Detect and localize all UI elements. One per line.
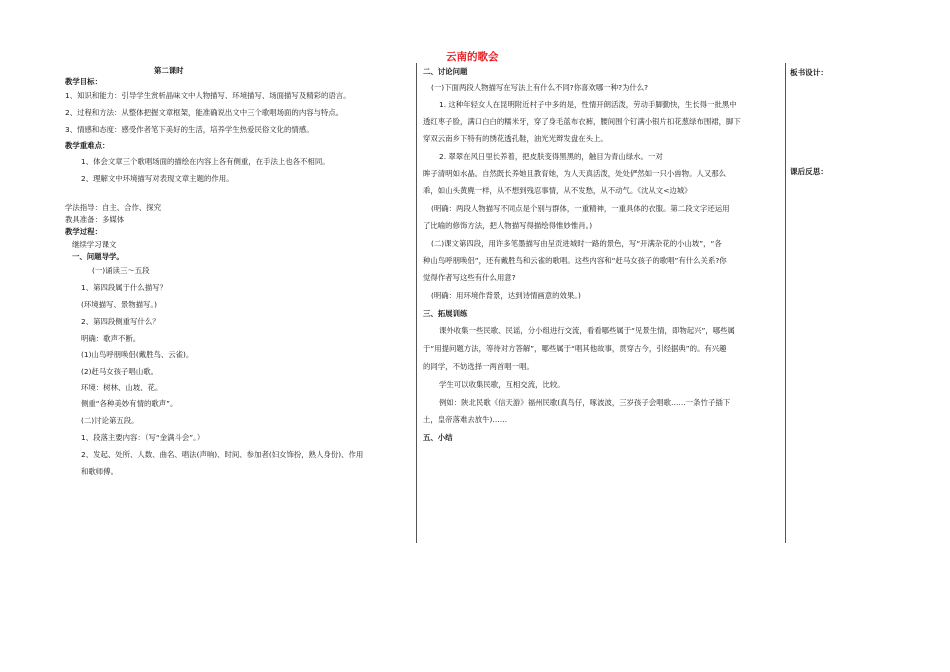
extension-line: 于“用提问题方法，等待对方答解”，哪些属于“唱其他故事，贯穿古今，引经据典”的。有兴趣 — [423, 344, 727, 353]
goal-item: 1、知识和能力：引导学生赏析晶味文中人物描写、环境描写、场面描写及精彩的语言。 — [65, 91, 351, 100]
extension-line: 学生可以收集民歌，互相交流，比较。 — [439, 380, 565, 389]
focus-line: 侧重“各种美妙有情的歌声”。 — [81, 399, 178, 408]
read-line: (一)诵读三～五段 — [92, 266, 150, 275]
question-line: 2、发起、处所、人数、曲名、唱法(声响)、时间、参加者(妇女饰扮，熟人身份)、作用 — [81, 450, 364, 459]
column-divider-right — [785, 63, 786, 543]
keypoint-item: 1、体会文章三个歌唱场面的描绘在内容上各有侧重，在手法上也各不相同。 — [81, 157, 330, 166]
page-title: 云南的歌会 — [446, 51, 499, 63]
process-heading: 教学过程： — [65, 227, 102, 236]
discussion-line: (二)讨论第五段。 — [81, 416, 139, 425]
passage-line: 穿双云南乡下特有的绣花透孔鞋，油光光辫发盘在头上。 — [423, 134, 608, 143]
passage-line: 2. 翠翠在风日里长养着，把皮肤变得黑黑的，触目为青山绿水。一对 — [439, 152, 663, 161]
question-line: 1、第四段属于什么描写？ — [81, 283, 168, 292]
example-line: 土，皇帝落难去放牛)…… — [423, 415, 508, 424]
column-divider-left — [416, 63, 417, 543]
lesson-label: 第二课时 — [154, 66, 184, 75]
section-heading: 一、问题导学。 — [72, 252, 124, 261]
continue-line: 继续学习课文 — [72, 240, 117, 249]
goal-item: 3、情感和态度：感受作者笔下美好的生活，培养学生热爱民俗文化的情感。 — [65, 125, 314, 134]
point-line: (1)山鸟呼朋唤侣(戴胜鸟、云雀)。 — [81, 350, 194, 359]
answer-line: (明确：两段人物描写不同点是个别与群体，一重精神，一重具体的衣服。第二段文字还运用 — [431, 204, 730, 213]
answer-line: (明确：用环境作背景，达到诗情画意的效果。) — [431, 291, 581, 300]
tools-line: 教具准备：多媒体 — [65, 215, 125, 224]
example-line: 例如：陕北民歌《信天游》福州民歌(真鸟仔，啄波波，三岁孩子会唱歌……一条竹子插下 — [439, 398, 731, 407]
answer-line: 明确：歌声不断。 — [81, 334, 141, 343]
keypoint-item: 2、理解文中环境描写对表现文章主题的作用。 — [81, 174, 234, 183]
keypoints-heading: 教学重难点： — [65, 141, 110, 150]
passage-line: 1. 这种年轻女人在昆明附近村子中多的是，性情开朗活泼，劳动手脚勤快，生长得一批黑中 — [439, 100, 737, 109]
section-heading: 三、拓展训练 — [423, 309, 468, 318]
question-line: (一)下面两段人物描写在写法上有什么不同?你喜欢哪一种?为什么? — [431, 83, 649, 92]
reflection-label: 课后反思： — [790, 167, 828, 176]
answer-line: (环境描写、景物描写。) — [81, 300, 157, 309]
passage-line: 乖，如山头黄麂一样，从不想到残忍事情，从不发愁，从不动气。《沈从文<边城》 — [423, 186, 692, 195]
goal-item: 2、过程和方法：从整体把握文章框架，能准确说出文中三个歌唱场面的内容与特点。 — [65, 108, 344, 117]
extension-line: 的同学，不妨选择一两首唱一唱。 — [423, 362, 534, 371]
method-line: 学法指导：自主、合作、探究 — [65, 203, 162, 212]
main-content-line: 1、段落主要内容：（写“金满斗会”。） — [81, 433, 205, 442]
environment-line: 环境：树林、山坡、花。 — [81, 383, 163, 392]
goals-heading: 教学目标： — [65, 77, 102, 86]
question-line: 2、第四段侧重写什么？ — [81, 317, 160, 326]
passage-line: 透红枣子脸，满口白白的糯米牙，穿了身毛蓝布衣裤，腰间围个钉满小银片扣花葱绿布围裙，脚下 — [423, 117, 741, 126]
board-design-label: 板书设计： — [790, 68, 828, 77]
answer-line: 了比喻的修饰方法，把人物描写得描绘得惟妙惟肖。) — [423, 221, 593, 230]
extension-line: 课外收集一些民歌、民谣，分小组进行交流，看看哪些属于“见景生情，即物起兴”，哪些属 — [439, 326, 735, 335]
passage-line: 眸子清明如水晶。自然既长养她且教育她，为人天真活泼，处处俨然如一只小兽物。人又那么 — [423, 169, 727, 178]
question-line: 觉得作者写这些有什么用意? — [423, 273, 516, 282]
question-line: (二)课文第四段，用许多笔墨描写由呈贡进城时一路的景色，写“开满杂花的小山坡”，“各 — [431, 239, 722, 248]
point-line: (2)赶马女孩子唱山歌。 — [81, 367, 158, 376]
question-line: 和歌师傅。 — [81, 467, 118, 476]
question-line: 种山鸟呼朋唤侣”，还有戴胜鸟和云雀的歌唱。这些内容和“赶马女孩子的歌唱”有什么关系?你 — [423, 256, 727, 265]
section-heading: 五、小结 — [423, 433, 453, 442]
section-heading: 二、讨论问题 — [423, 67, 468, 76]
